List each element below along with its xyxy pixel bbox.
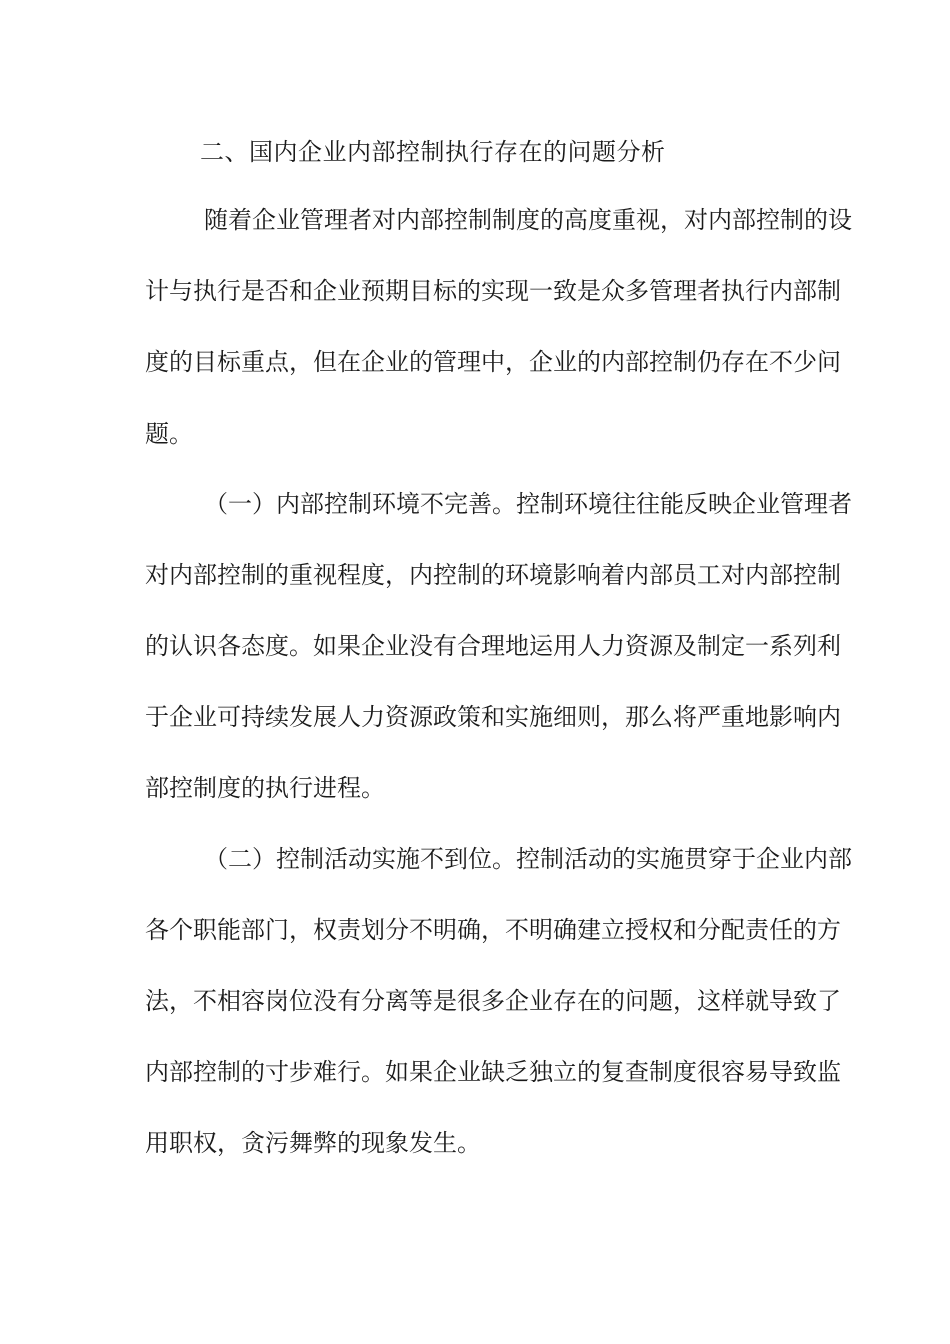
paragraph-3-line-5: 用职权，贪污舞弊的现象发生。 — [145, 1129, 481, 1157]
paragraph-2-line-5: 部控制度的执行进程。 — [145, 774, 385, 802]
paragraph-3-line-4: 内部控制的寸步难行。如果企业缺乏独立的复查制度很容易导致监 — [145, 1058, 841, 1086]
paragraph-2-line-2: 对内部控制的重视程度，内控制的环境影响着内部员工对内部控制 — [145, 561, 841, 589]
section-heading: 二、国内企业内部控制执行存在的问题分析 — [200, 138, 666, 166]
paragraph-1-line-3: 度的目标重点，但在企业的管理中，企业的内部控制仍存在不少问 — [145, 348, 841, 376]
paragraph-1-line-1: 随着企业管理者对内部控制制度的高度重视，对内部控制的设 — [204, 206, 852, 234]
paragraph-1-line-2: 计与执行是否和企业预期目标的实现一致是众多管理者执行内部制 — [145, 277, 841, 305]
paragraph-2-line-1: （一）内部控制环境不完善。控制环境往往能反映企业管理者 — [204, 490, 852, 518]
paragraph-1-line-4: 题。 — [145, 420, 193, 448]
paragraph-3-line-3: 法，不相容岗位没有分离等是很多企业存在的问题，这样就导致了 — [145, 987, 841, 1015]
paragraph-3-line-1: （二）控制活动实施不到位。控制活动的实施贯穿于企业内部 — [204, 845, 852, 873]
paragraph-2-line-3: 的认识各态度。如果企业没有合理地运用人力资源及制定一系列利 — [145, 632, 841, 660]
paragraph-2-line-4: 于企业可持续发展人力资源政策和实施细则，那么将严重地影响内 — [145, 703, 841, 731]
paragraph-3-line-2: 各个职能部门，权责划分不明确，不明确建立授权和分配责任的方 — [145, 916, 841, 944]
